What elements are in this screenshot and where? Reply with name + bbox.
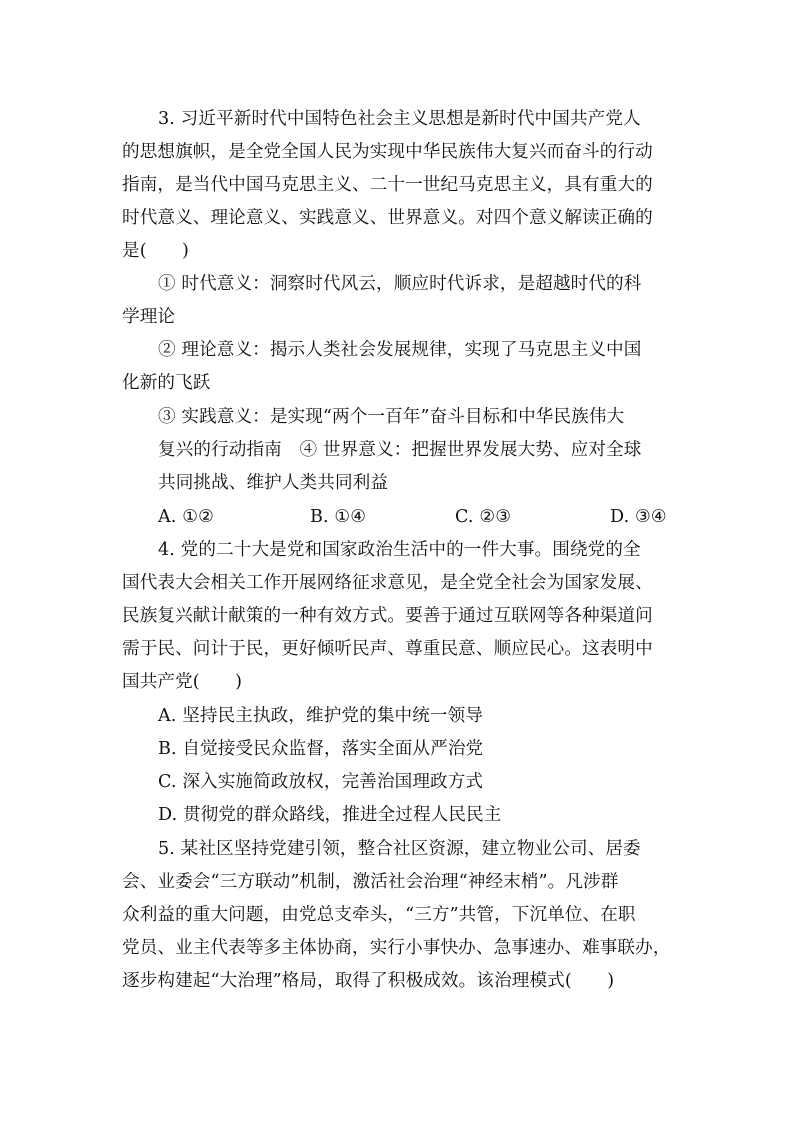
q4-option-d[interactable]: D. 贯彻党的群众路线，推进全过程人民民主	[158, 805, 502, 825]
q4-stem-line-1: 4. 党的二十大是党和国家政治生活中的一件大事。围绕党的全	[158, 540, 641, 560]
q3-stem-line-1: 3. 习近平新时代中国特色社会主义思想是新时代中国共产党人	[158, 109, 641, 129]
q3-option-c[interactable]: C. ②③	[455, 507, 512, 527]
q5-stem-line-5: 逐步构建起“大治理”格局，取得了积极成效。该治理模式( )	[122, 971, 615, 991]
q5-stem-line-2: 会、业委会“三方联动”机制，激活社会治理“神经末梢”。凡涉群	[122, 872, 619, 892]
q3-stem-line-5: 是( )	[122, 241, 190, 261]
q4-stem-line-3: 民族复兴献计献策的一种有效方式。要善于通过互联网等各种渠道问	[122, 606, 653, 626]
q4-option-c[interactable]: C. 深入实施简政放权，完善治国理政方式	[158, 772, 484, 792]
q3-statement-2-line-2: 化新的飞跃	[122, 373, 211, 393]
q4-stem-line-5: 国共产党( )	[122, 672, 243, 692]
q3-option-b[interactable]: B. ①④	[310, 507, 367, 527]
q3-options-row	[158, 500, 678, 534]
q3-option-d[interactable]: D. ③④	[610, 507, 667, 527]
q3-stem-line-4: 时代意义、理论意义、实践意义、世界意义。对四个意义解读正确的	[122, 208, 653, 228]
q4-stem-line-2: 国代表大会相关工作开展网络征求意见，是全党全社会为国家发展、	[122, 573, 653, 593]
q3-statement-2-line-1: ② 理论意义：揭示人类社会发展规律，实现了马克思主义中国	[158, 340, 642, 360]
q3-stem-line-2: 的思想旗帜，是全党全国人民为实现中华民族伟大复兴而奋斗的行动	[122, 142, 653, 162]
q3-statement-1-line-1: ① 时代意义：洞察时代风云，顺应时代诉求，是超越时代的科	[158, 274, 642, 294]
q3-statement-1-line-2: 学理论	[122, 307, 176, 327]
q4-option-a[interactable]: A. 坚持民主执政，维护党的集中统一领导	[158, 706, 483, 726]
q5-stem-line-4: 党员、业主代表等多主体协商，实行小事快办、急事速办、难事联办，	[122, 938, 671, 958]
q3-statement-4-line-2: 共同挑战、维护人类共同利益	[158, 473, 389, 493]
q4-stem-line-4: 需于民、问计于民，更好倾听民声、尊重民意、顺应民心。这表明中	[122, 639, 653, 659]
q5-stem-line-1: 5. 某社区坚持党建引领，整合社区资源，建立物业公司、居委	[158, 839, 641, 859]
q3-stem-line-3: 指南，是当代中国马克思主义、二十一世纪马克思主义，具有重大的	[122, 175, 653, 195]
q5-stem-line-3: 众利益的重大问题，由党总支牵头，“三方”共管，下沉单位、在职	[122, 905, 636, 925]
q3-option-a[interactable]: A. ①②	[158, 507, 214, 527]
q3-statement-3-line-1: ③ 实践意义：是实现“两个一百年”奋斗目标和中华民族伟大	[158, 407, 625, 427]
q3-statement-3-4-line: 复兴的行动指南 ④ 世界意义：把握世界发展大势、应对全球	[158, 440, 642, 460]
q4-option-b[interactable]: B. 自觉接受民众监督，落实全面从严治党	[158, 739, 484, 759]
